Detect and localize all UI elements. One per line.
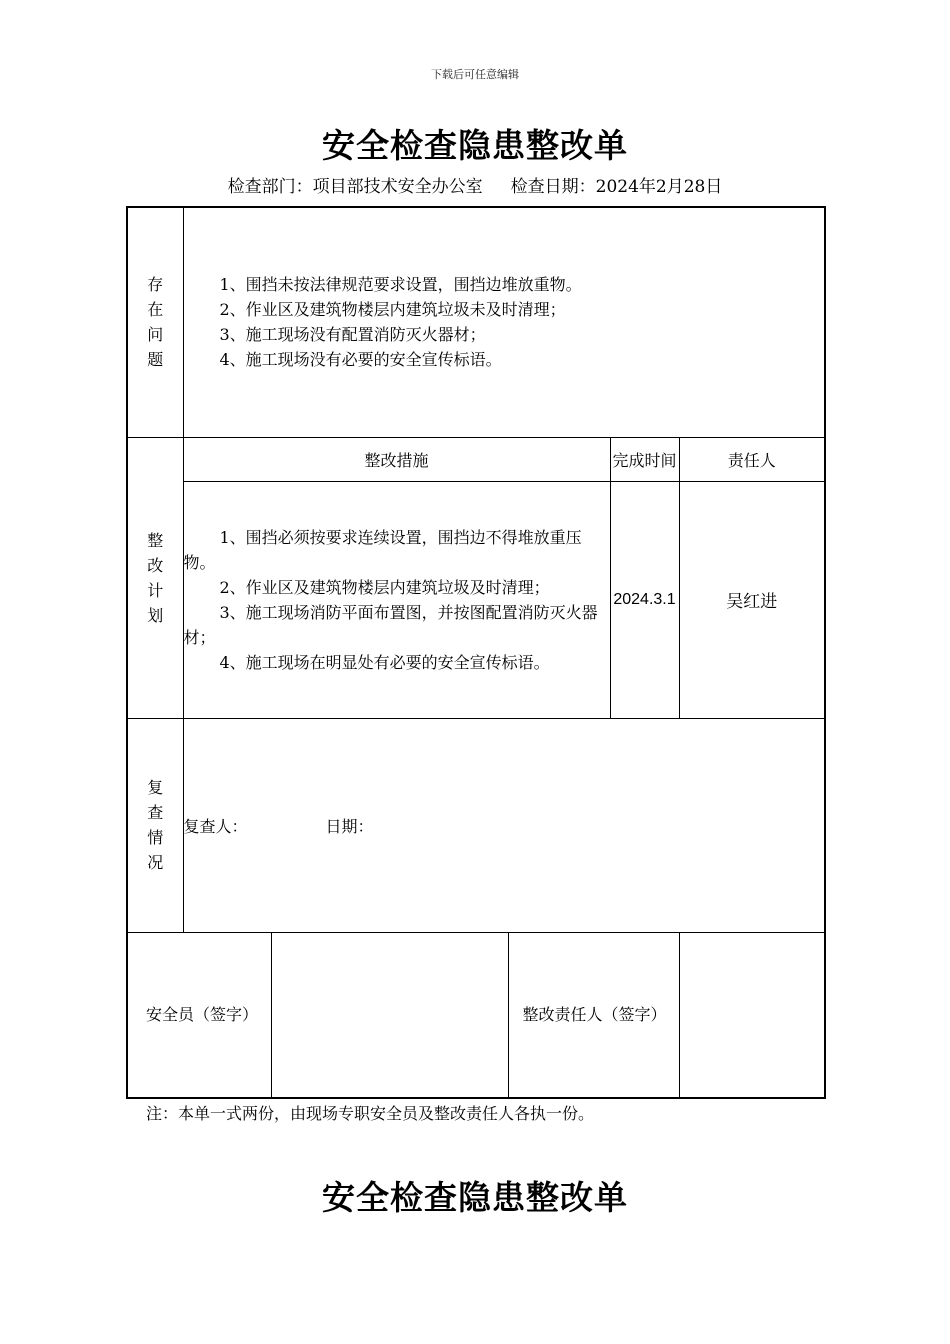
measure-item: 2、作业区及建筑物楼层内建筑垃圾及时清理； xyxy=(219,577,550,597)
second-page-title: 安全检查隐患整改单 xyxy=(322,1178,628,1217)
problem-item: 4、施工现场没有必要的安全宣传标语。 xyxy=(219,350,502,370)
header-note: 下载后可任意编辑 xyxy=(431,68,519,81)
responsible-header: 责任人 xyxy=(679,437,825,481)
safety-officer-signature xyxy=(271,932,508,1098)
review-content xyxy=(183,718,825,932)
problems-content xyxy=(183,207,825,437)
responsible-person: 吴红进 xyxy=(679,481,825,718)
footnote: 注：本单一式两份，由现场专职安全员及整改责任人各执一份。 xyxy=(146,1104,595,1123)
review-date-label: 日期： xyxy=(325,816,374,836)
inspection-meta xyxy=(0,172,950,197)
review-label: 复 查 情 况 xyxy=(127,718,183,932)
inspection-date: 检查日期：2024年2月28日 xyxy=(510,177,723,197)
problem-item: 3、施工现场没有配置消防灭火器材； xyxy=(219,325,486,345)
completion-time-header: 完成时间 xyxy=(610,437,679,481)
problem-item: 2、作业区及建筑物楼层内建筑垃圾未及时清理； xyxy=(219,300,566,320)
page-title: 安全检查隐患整改单 xyxy=(322,126,628,165)
measure-item: 4、施工现场在明显处有必要的安全宣传标语。 xyxy=(219,652,550,672)
measures-header: 整改措施 xyxy=(183,437,610,481)
completion-date: 2024.3.1 xyxy=(610,481,679,718)
measure-item: 3、施工现场消防平面布置图，并按图配置消防灭火器材； xyxy=(183,602,598,647)
rectify-person-label: 整改责任人（签字） xyxy=(508,932,679,1098)
measures-content xyxy=(183,481,610,718)
problem-item: 1、围挡未按法律规范要求设置，围挡边堆放重物。 xyxy=(219,275,582,295)
safety-officer-label: 安全员（签字） xyxy=(127,932,271,1098)
problems-label: 存 在 问 题 xyxy=(127,207,183,437)
reviewer-label: 复查人： xyxy=(183,816,248,836)
plan-label: 整 改 计 划 xyxy=(127,437,183,718)
rectification-form xyxy=(126,206,826,1099)
measure-item: 1、围挡必须按要求连续设置，围挡边不得堆放重压物。 xyxy=(183,527,582,572)
inspection-department: 检查部门：项目部技术安全办公室 xyxy=(227,177,483,197)
rectify-person-signature xyxy=(679,932,825,1098)
